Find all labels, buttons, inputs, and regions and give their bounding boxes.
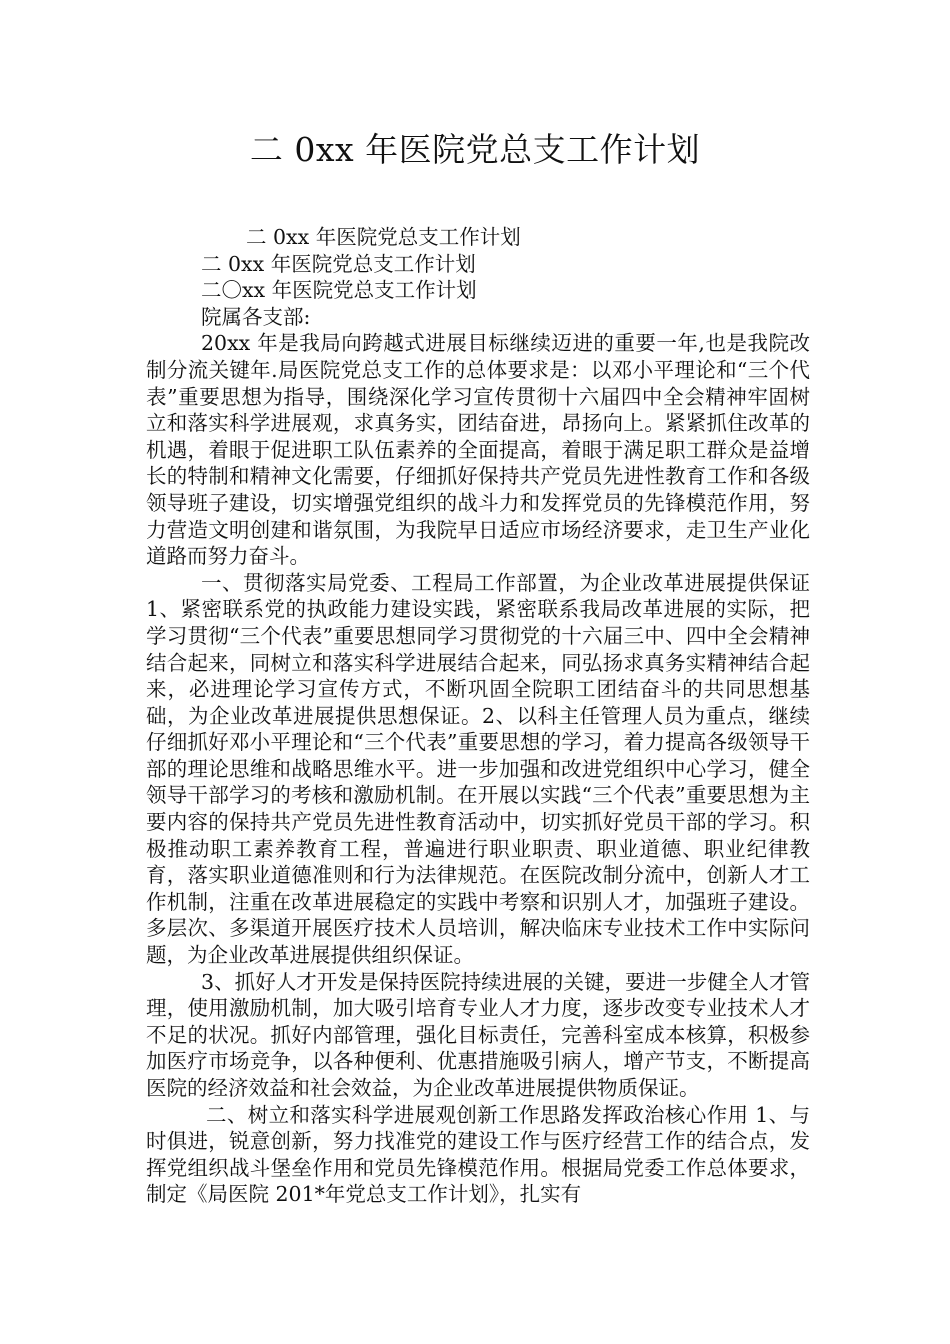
subtitle-line-3: 二〇xx 年医院党总支工作计划 [201, 278, 477, 303]
paragraph-section-2: 二、树立和落实科学进展观创新工作思路发挥政治核心作用 1、与时俱进，锐意创新，努力找准党的建设工作与医疗经营工作的结合点，发挥党组织战斗堡垒作用和党员先锋模范作用。根据局党委工作总体要求，制定《局医院 201*年党总支工作计划》，扎实有 [146, 1102, 810, 1207]
paragraph-section-1: 一、贯彻落实局党委、工程局工作部置，为企业改革进展提供保证 1、紧密联系党的执政能力建设实践，紧密联系我局改革进展的实际，把学习贯彻“三个代表”重要思想同学习贯彻党的十六届三中、四中全会精神结合起来，同树立和落实科学进展结合起来，同弘扬求真务实精神结合起来，必进理论学习宣传方式，不断巩固全院职工团结奋斗的共同思想基础，为企业改革进展提供思想保证。2、以科主任管理人员为重点，继续仔细抓好邓小平理论和“三个代表”重要思想的学习，着力提高各级领导干部的理论思维和战略思维水平。进一步加强和改进党组织中心学习，健全领导干部学习的考核和激励机制。在开展以实践“三个代表”重要思想为主要内容的保持共产党员先进性教育活动中，切实抓好党员干部的学习。积极推动职工素养教育工程，普遍进行职业职责、职业道德、职业纪律教育，落实职业道德准则和行为法律规范。在医院改制分流中，创新人才工作机制，注重在改革进展稳定的实践中考察和识别人才，加强班子建设。多层次、多渠道开展医疗技术人员培训，解决临床专业技术工作中实际问题，为企业改革进展提供组织保证。 [146, 570, 810, 968]
subtitle-line-1: 二 0xx 年医院党总支工作计划 [246, 225, 521, 249]
paragraph-section-1-item-3: 3、抓好人才开发是保持医院持续进展的关键，要进一步健全人才管理，使用激励机制，加大吸引培育专业人才力度，逐步改变专业技术人才不足的状况。抓好内部管理，强化目标责任，完善科室成本核算，积极参加医疗市场竞争，以各种便利、优惠措施吸引病人，增产节支，不断提高医院的经济效益和社会效益，为企业改革进展提供物质保证。 [146, 969, 810, 1100]
salutation: 院属各支部: [201, 304, 311, 329]
paragraph-intro: 20xx 年是我局向跨越式进展目标继续迈进的重要一年,也是我院改制分流关键年.局医院党总支工作的总体要求是：以邓小平理论和“三个代表”重要思想为指导，围绕深化学习宣传贯彻十六届四中全会精神牢固树立和落实科学进展观，求真务实，团结奋进，昂扬向上。紧紧抓住改革的机遇，着眼于促进职工队伍素养的全面提高，着眼于满足职工群众是益增长的特制和精神文化需要，仔细抓好保持共产党员先进性教育工作和各级领导班子建设，切实增强党组织的战斗力和发挥党员的先锋模范作用，努力营造文明创建和谐氛围，为我院早日适应市场经济要求，走卫生产业化道路而努力奋斗。 [146, 331, 810, 569]
subtitle-line-2: 二 0xx 年医院党总支工作计划 [201, 251, 476, 276]
document-body [146, 224, 810, 1208]
document-title: 二 0xx 年医院党总支工作计划 [249, 130, 701, 169]
